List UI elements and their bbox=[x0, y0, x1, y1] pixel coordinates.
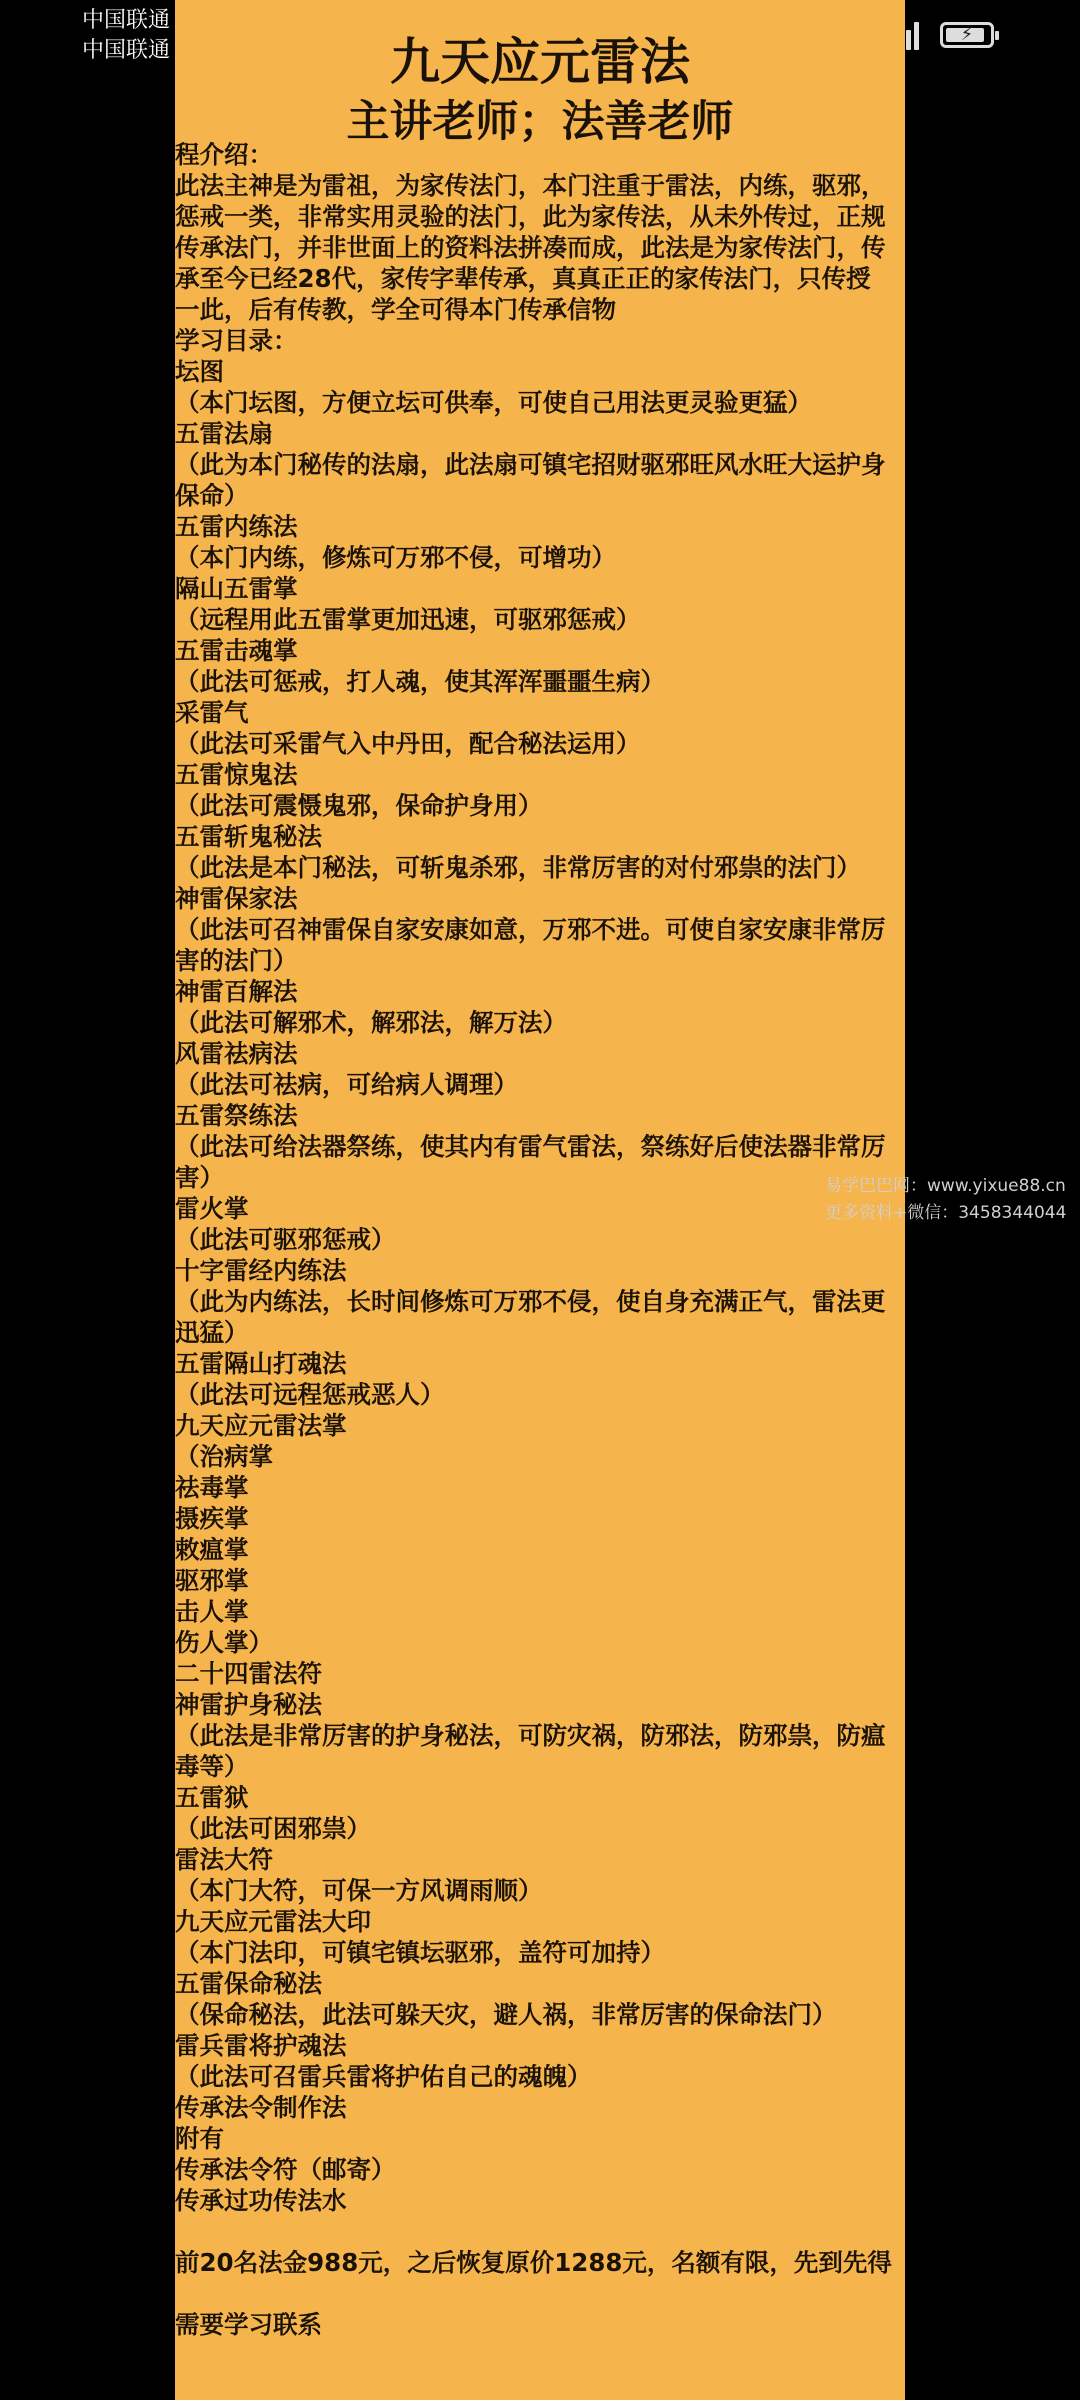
carrier-label-1: 中国联通 bbox=[82, 8, 171, 33]
catalog-item-name: 五雷狱 bbox=[175, 1783, 249, 1812]
catalog-item-desc: （此法可采雷气入中丹田，配合秘法运用） bbox=[175, 729, 641, 758]
catalog-item-name: 神雷保家法 bbox=[175, 884, 298, 913]
catalog-item-name: 传承过功传法水 bbox=[175, 2186, 347, 2215]
poster-image bbox=[175, 0, 905, 2400]
catalog-item-desc: （本门内练，修炼可万邪不侵，可增功） bbox=[175, 543, 616, 572]
catalog-item-name: 五雷隔山打魂法 bbox=[175, 1349, 347, 1378]
catalog-item-name: 五雷惊鬼法 bbox=[175, 760, 298, 789]
catalog-item-name: 坛图 bbox=[175, 357, 224, 386]
spacer bbox=[175, 2216, 895, 2247]
catalog-item-name: 九天应元雷法掌 bbox=[175, 1411, 347, 1440]
catalog-item-name: 神雷护身秘法 bbox=[175, 1690, 322, 1719]
catalog-item-desc: （保命秘法，此法可躲天灾，避人祸，非常厉害的保命法门） bbox=[175, 2000, 837, 2029]
catalog-item-name: 五雷击魂掌 bbox=[175, 636, 298, 665]
catalog-item-desc: （此法可惩戒，打人魂，使其浑浑噩噩生病） bbox=[175, 667, 665, 696]
price-note: 前20名法金988元，之后恢复原价1288元，名额有限，先到先得 bbox=[175, 2248, 892, 2277]
catalog-item-desc: （此法可远程惩戒恶人） bbox=[175, 1380, 445, 1409]
catalog-list bbox=[175, 356, 895, 2216]
catalog-item-desc: （此法是非常厉害的护身秘法，可防灾祸，防邪法，防邪祟，防瘟毒等） bbox=[175, 1721, 886, 1781]
catalog-item-desc: （此法可给法器祭练，使其内有雷气雷法，祭练好后使法器非常厉害） bbox=[175, 1132, 886, 1192]
poster-content bbox=[175, 139, 895, 2340]
catalog-item-name: 采雷气 bbox=[175, 698, 249, 727]
catalog-item-desc: （此法可召雷兵雷将护佑自己的魂魄） bbox=[175, 2062, 592, 2091]
catalog-item-desc: （此法是本门秘法，可斩鬼杀邪，非常厉害的对付邪祟的法门） bbox=[175, 853, 861, 882]
catalog-item-desc: （此法可困邪祟） bbox=[175, 1814, 371, 1843]
poster-title: 九天应元雷法 bbox=[390, 33, 690, 91]
catalog-item-desc: （此为内练法，长时间修炼可万邪不侵，使自身充满正气，雷法更迅猛） bbox=[175, 1287, 886, 1347]
catalog-item-name: 五雷祭练法 bbox=[175, 1101, 298, 1130]
catalog-item-name: 敕瘟掌 bbox=[175, 1535, 249, 1564]
catalog-item-name: 十字雷经内练法 bbox=[175, 1256, 347, 1285]
catalog-item-name: 神雷百解法 bbox=[175, 977, 298, 1006]
catalog-item-desc: （此法可震慑鬼邪，保命护身用） bbox=[175, 791, 543, 820]
intro-text: 此法主神是为雷祖，为家传法门，本门注重于雷法，内练，驱邪，惩戒一类，非常实用灵验的法门，此为家传法，从未外传过，正规传承法门，并非世面上的资料法拼凑而成，此法是为家传法门，传承至今已经28代，家传字辈传承，真真正正的家传法门，只传授一此，后有传教，学全可得本门传承信物 bbox=[175, 171, 886, 324]
watermark-line-1: 易学巴巴网：www.yixue88.cn bbox=[825, 1176, 1066, 1196]
catalog-item-name: 摄疾掌 bbox=[175, 1504, 249, 1533]
carrier-label-2: 中国联通 bbox=[82, 38, 171, 63]
contact-text: 需要学习联系 bbox=[175, 2310, 322, 2339]
catalog-item-desc: （此法可驱邪惩戒） bbox=[175, 1225, 396, 1254]
catalog-item-desc: （此法可解邪术，解邪法，解万法） bbox=[175, 1008, 567, 1037]
catalog-item-desc: （本门大符，可保一方风调雨顺） bbox=[175, 1876, 543, 1905]
catalog-item-name: 隔山五雷掌 bbox=[175, 574, 298, 603]
catalog-item-name: 风雷祛病法 bbox=[175, 1039, 298, 1068]
spacer bbox=[175, 2278, 895, 2309]
catalog-item-name: 雷兵雷将护魂法 bbox=[175, 2031, 347, 2060]
catalog-heading: 学习目录： bbox=[175, 326, 298, 355]
catalog-item-name: 五雷保命秘法 bbox=[175, 1969, 322, 1998]
catalog-item-name: 雷火掌 bbox=[175, 1194, 249, 1223]
catalog-item-name: 传承法令符（邮寄） bbox=[175, 2155, 396, 2184]
catalog-item-desc: （远程用此五雷掌更加迅速，可驱邪惩戒） bbox=[175, 605, 641, 634]
poster-subtitle: 主讲老师；法善老师 bbox=[346, 97, 734, 147]
catalog-item-name: 雷法大符 bbox=[175, 1845, 273, 1874]
intro-heading: 程介绍： bbox=[175, 140, 273, 169]
charging-bolt-icon: ⚡ bbox=[960, 24, 974, 45]
catalog-item-name: 九天应元雷法大印 bbox=[175, 1907, 371, 1936]
catalog-item-name: 祛毒掌 bbox=[175, 1473, 249, 1502]
catalog-item-desc: （此法可召神雷保自家安康如意，万邪不进。可使自家安康非常厉害的法门） bbox=[175, 915, 886, 975]
catalog-item-name: 五雷法扇 bbox=[175, 419, 273, 448]
catalog-item-name: 五雷内练法 bbox=[175, 512, 298, 541]
catalog-item-desc: （此法可祛病，可给病人调理） bbox=[175, 1070, 518, 1099]
catalog-item-desc: （本门法印，可镇宅镇坛驱邪，盖符可加持） bbox=[175, 1938, 665, 1967]
catalog-item-name: 附有 bbox=[175, 2124, 224, 2153]
watermark-line-2: 更多资料+微信：3458344044 bbox=[825, 1203, 1067, 1223]
catalog-item-desc: （治病掌 bbox=[175, 1442, 273, 1471]
battery-icon bbox=[940, 22, 994, 48]
catalog-item-name: 击人掌 bbox=[175, 1597, 249, 1626]
catalog-item-name: 伤人掌） bbox=[175, 1628, 273, 1657]
catalog-item-name: 驱邪掌 bbox=[175, 1566, 249, 1595]
catalog-item-desc: （此为本门秘传的法扇，此法扇可镇宅招财驱邪旺风水旺大运护身保命） bbox=[175, 450, 886, 510]
catalog-item-name: 传承法令制作法 bbox=[175, 2093, 347, 2122]
catalog-item-name: 五雷斩鬼秘法 bbox=[175, 822, 322, 851]
catalog-item-desc: （本门坛图，方便立坛可供奉，可使自己用法更灵验更猛） bbox=[175, 388, 812, 417]
catalog-item-name: 二十四雷法符 bbox=[175, 1659, 322, 1688]
